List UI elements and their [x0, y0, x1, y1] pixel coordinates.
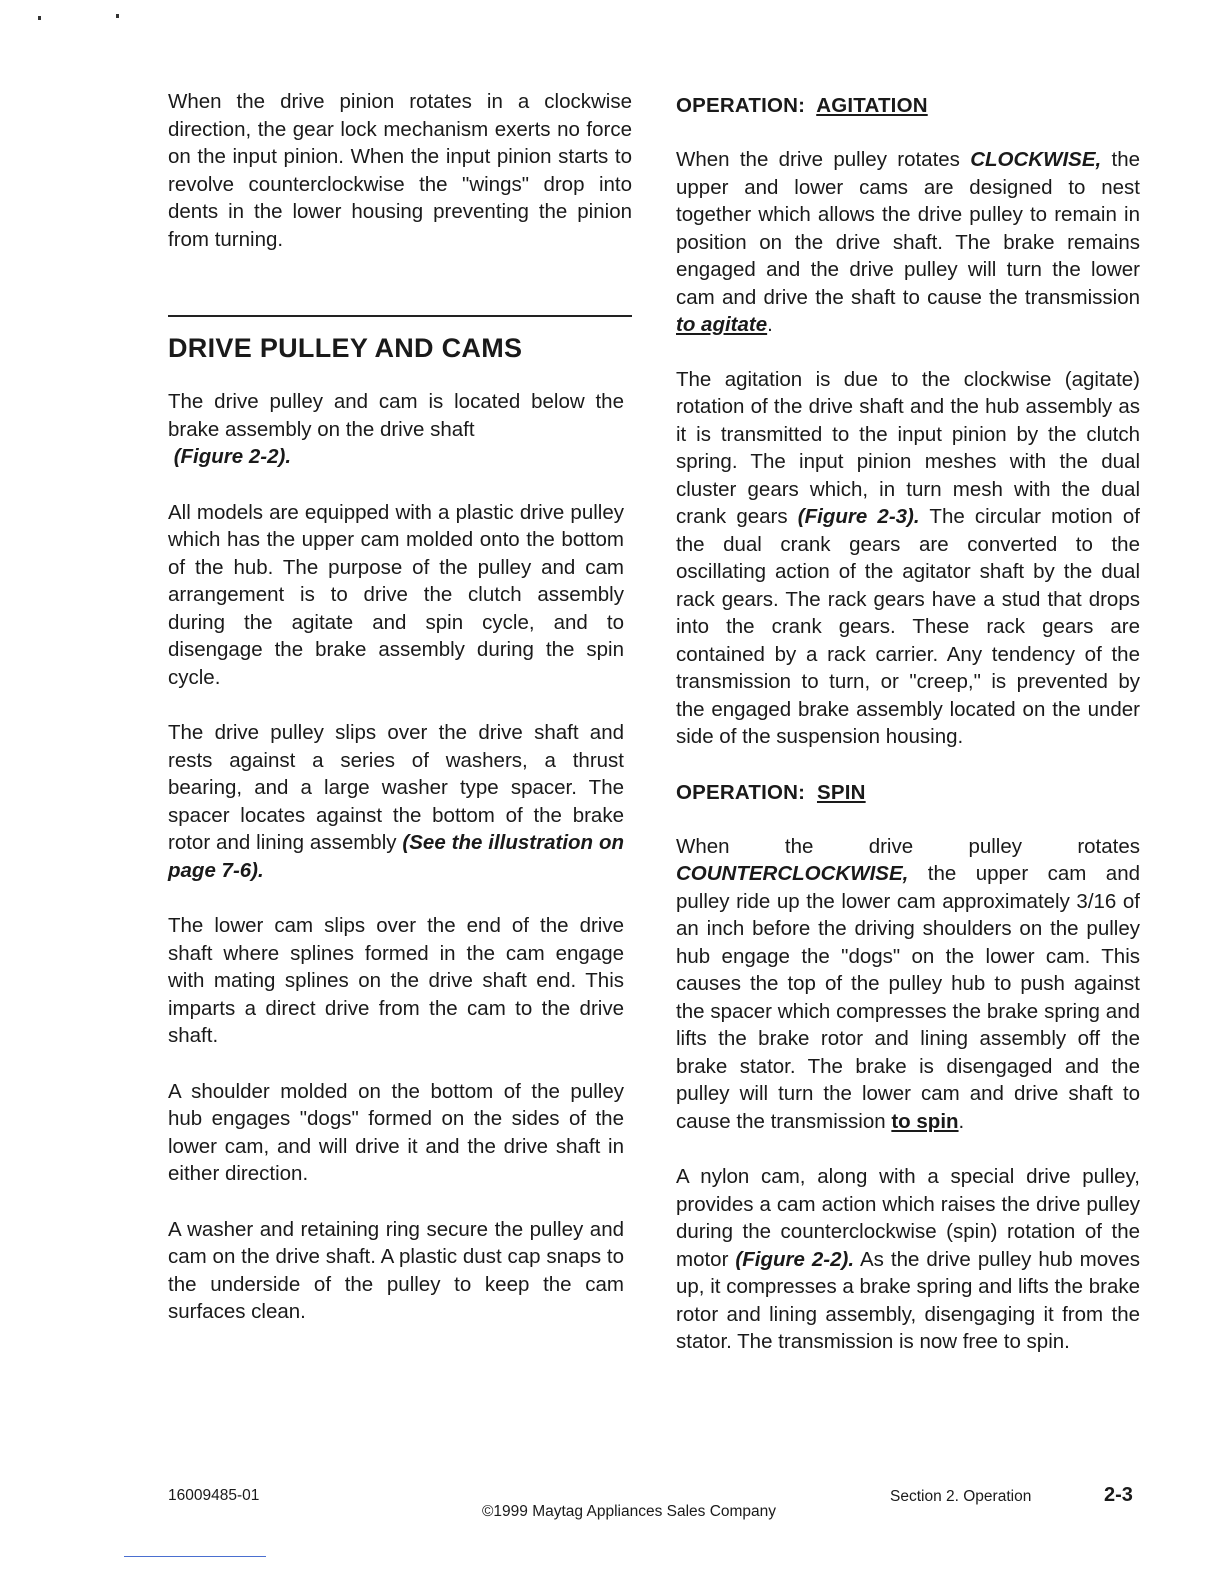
figure-reference: (Figure 2-2).	[173, 445, 292, 468]
paragraph-text: the upper cam and pulley ride up the lower cam approximately 3/16 of an inch before the driving shoulders on the pulley hub engage the "dogs" on the lower cam. This causes the top of the pulley hub to push against the spacer which compresses the brake spring and lifts the brake rotor and lining assembly off the brake stator. The brake is disengaged and the pulley will turn the lower cam and drive shaft to cause the transmission	[676, 862, 1140, 1133]
heading-keyword: SPIN	[816, 780, 866, 804]
punctuation: .	[958, 1109, 965, 1133]
paragraph-lower-cam: The lower cam slips over the end of the drive shaft where splines formed in the cam engage with mating splines on the drive shaft end. This imparts a direct drive from the cam to the drive shaft.	[168, 914, 624, 1047]
paragraph-text: the upper and lower cams are designed to nest together which allows the drive pulley to remain in position on the drive shaft. The brake remains engaged and the drive pulley will turn the lower cam and drive the shaft to cause the transmission	[676, 148, 1141, 309]
page-number: 2-3	[1104, 1484, 1133, 1506]
spin-paragraph-1	[676, 833, 1140, 1136]
heading-keyword: AGITATION	[816, 94, 928, 117]
paragraph-text: The drive pulley and cam is located below the brake assembly on the drive shaft	[168, 390, 624, 441]
heading-prefix: OPERATION:	[676, 780, 806, 804]
paragraph-models: All models are equipped with a plastic drive pulley which has the upper cam molded onto the bottom of the hub. The purpose of the pulley and cam arrangement is to drive the clutch assembly during the agitate and spin cycle, and to disengage the brake assembly during the spin cycle.	[168, 500, 624, 689]
punctuation: .	[767, 313, 773, 336]
figure-reference: (Figure 2-3).	[797, 505, 920, 528]
agitation-paragraph-2	[676, 366, 1140, 751]
right-column	[676, 88, 1140, 1356]
heading-prefix: OPERATION:	[676, 94, 806, 117]
paragraph-text: When the drive pulley rotates	[676, 834, 1140, 858]
left-column	[168, 88, 632, 1326]
paragraph-shoulder: A shoulder molded on the bottom of the pulley hub engages "dogs" formed on the sides of the lower cam, and will drive it and the drive shaft in either direction.	[168, 1079, 624, 1185]
intro-paragraph: When the drive pinion rotates in a clockwise direction, the gear lock mechanism exerts no force on the input pinion. When the input pinion starts to revolve counterclockwise the "wings" drop into dents in the lower housing preventing the pinion from turning.	[168, 90, 632, 251]
section-label: Section 2. Operation	[890, 1488, 1032, 1505]
paragraph-text: The drive pulley slips over the drive shaft and rests against a series of washers, a thrust bearing, and a large washer type spacer. The spacer locates against the bottom of the brake rotor and lining assembly	[168, 721, 624, 854]
section-divider	[168, 315, 632, 317]
paragraph-spacer	[168, 719, 624, 884]
part-number: 16009485-01	[168, 1487, 260, 1504]
scan-speck	[116, 14, 119, 18]
direction-emphasis: CLOCKWISE,	[970, 148, 1102, 171]
paragraph-text: As the drive pulley hub moves up, it compresses a brake spring and lifts the brake rotor and lining assembly, disengaging it from the stator. The transmission is now free to spin.	[676, 1247, 1140, 1353]
spin-paragraph-2	[676, 1163, 1140, 1356]
direction-emphasis: COUNTERCLOCKWISE,	[676, 862, 909, 885]
paragraph-washer: A washer and retaining ring secure the pulley and cam on the drive shaft. A plastic dust cap snaps to the underside of the pulley to keep the cam surfaces clean.	[168, 1217, 624, 1323]
figure-reference: (Figure 2-2).	[735, 1247, 855, 1271]
paragraph-location	[168, 388, 624, 471]
bottom-rule	[124, 1556, 266, 1557]
paragraph-text: The circular motion of the dual crank gears are converted to the oscillating action of the agitator shaft by the dual rack gears. The rack gears have a stud that drops into the crank gears. These rack gears are contained by a rack carrier. Any tendency of the transmission to turn, or "creep," is prevented by the engaged brake assembly located on the under side of the suspension housing.	[676, 505, 1140, 748]
illustration-reference: (See the illustration on page 7-6).	[168, 831, 624, 882]
agitation-heading	[676, 94, 1140, 118]
paragraph-text: When the drive pulley rotates	[676, 148, 960, 171]
paragraph-text: The agitation is due to the clockwise (agitate) rotation of the drive shaft and the hub assembly as it is transmitted to the input pinion by the clutch spring. The input pinion meshes with the dual cluster gears which, in turn mesh with the dual crank gears	[676, 367, 1140, 528]
spin-heading	[676, 781, 1140, 805]
emphasis-to-agitate: to agitate	[676, 313, 768, 336]
emphasis-to-spin: to spin	[891, 1109, 959, 1133]
section-heading: DRIVE PULLEY AND CAMS	[168, 333, 523, 363]
scan-speck	[38, 16, 41, 20]
copyright: ©1999 Maytag Appliances Sales Company	[482, 1503, 777, 1520]
paragraph-text: A nylon cam, along with a special drive pulley, provides a cam action which raises the drive pulley during the counterclockwise (spin) rotation of the motor	[676, 1165, 1140, 1271]
agitation-paragraph-1	[676, 146, 1140, 339]
